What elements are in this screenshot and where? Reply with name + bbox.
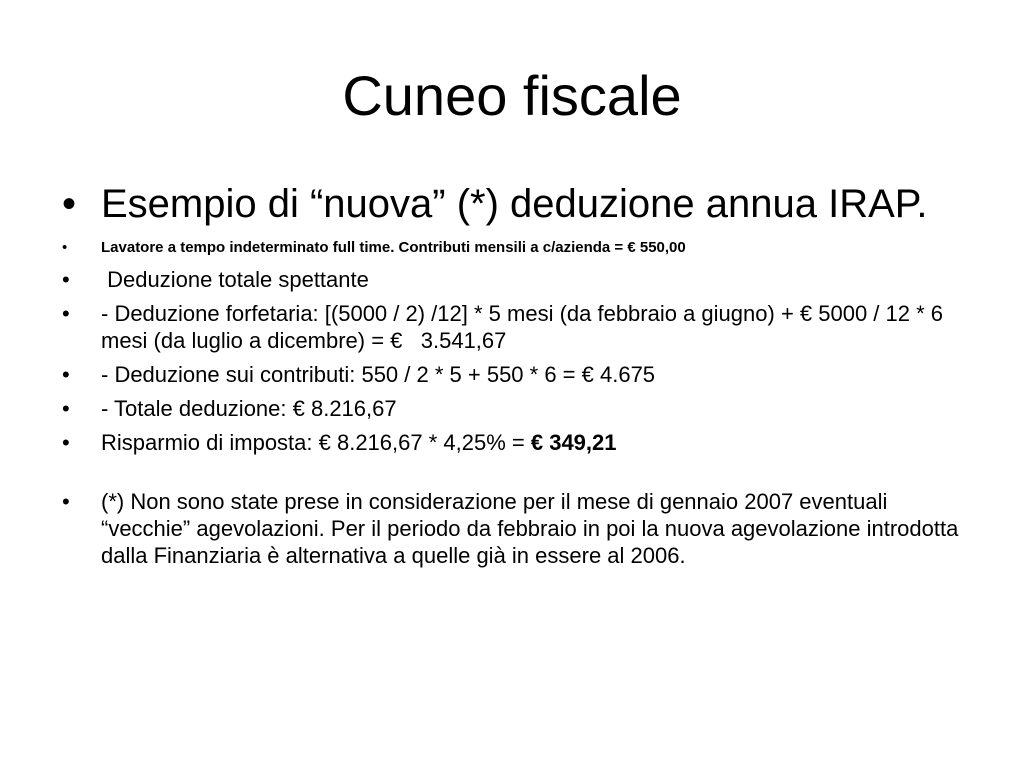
slide-title: Cuneo fiscale bbox=[342, 64, 682, 127]
bullet-dot: • bbox=[62, 267, 70, 292]
bullet-item-total-deduction-heading bbox=[60, 266, 970, 293]
bullet-item-flat-deduction bbox=[60, 300, 970, 354]
bullet-dot: • bbox=[62, 489, 70, 514]
bullet-item-worker bbox=[60, 238, 970, 258]
bullet-item-footnote bbox=[60, 488, 970, 569]
bullet-text: Risparmio di imposta: € 8.216,67 * 4,25% = bbox=[101, 430, 531, 455]
bullet-text: (*) Non sono state prese in considerazione per il mese di gennaio 2007 eventuali “vecchie” agevolazioni. Per il periodo da febbraio in poi la nuova agevolazione introdotta dalla Finanziaria è alternativa a quelle già in essere al 2006. bbox=[101, 489, 959, 568]
bullet-dot: • bbox=[62, 239, 68, 256]
bullet-item-contribution-deduction bbox=[60, 361, 970, 388]
bullet-item-tax-saving bbox=[60, 429, 970, 456]
bullet-text: Esempio di “nuova” (*) deduzione annua IRAP. bbox=[101, 182, 928, 226]
bullet-dot: • bbox=[62, 430, 70, 455]
bullet-dot: • bbox=[62, 301, 70, 326]
bullet-dot: • bbox=[62, 396, 70, 421]
bullet-text: Lavatore a tempo indeterminato full time. Contributi mensili a c/azienda = € 550,00 bbox=[101, 239, 686, 256]
tax-saving-result: € 349,21 bbox=[530, 430, 617, 455]
bullet-item-total bbox=[60, 395, 970, 422]
bullet-dot: • bbox=[62, 362, 70, 387]
bullet-text: Deduzione totale spettante bbox=[101, 267, 369, 292]
bullet-text: - Totale deduzione: € 8.216,67 bbox=[101, 396, 397, 421]
bullet-text: - Deduzione sui contributi: 550 / 2 * 5 + 550 * 6 = € 4.675 bbox=[101, 362, 656, 387]
bullet-dot: • bbox=[62, 182, 77, 226]
bullet-text: - Deduzione forfetaria: [(5000 / 2) /12] * 5 mesi (da febbraio a giugno) + € 5000 / 12 * 6 mesi (da luglio a dicembre) = € 3.541,67 bbox=[101, 301, 950, 353]
bullet-item-example bbox=[60, 182, 970, 226]
bullet-list bbox=[60, 182, 970, 576]
